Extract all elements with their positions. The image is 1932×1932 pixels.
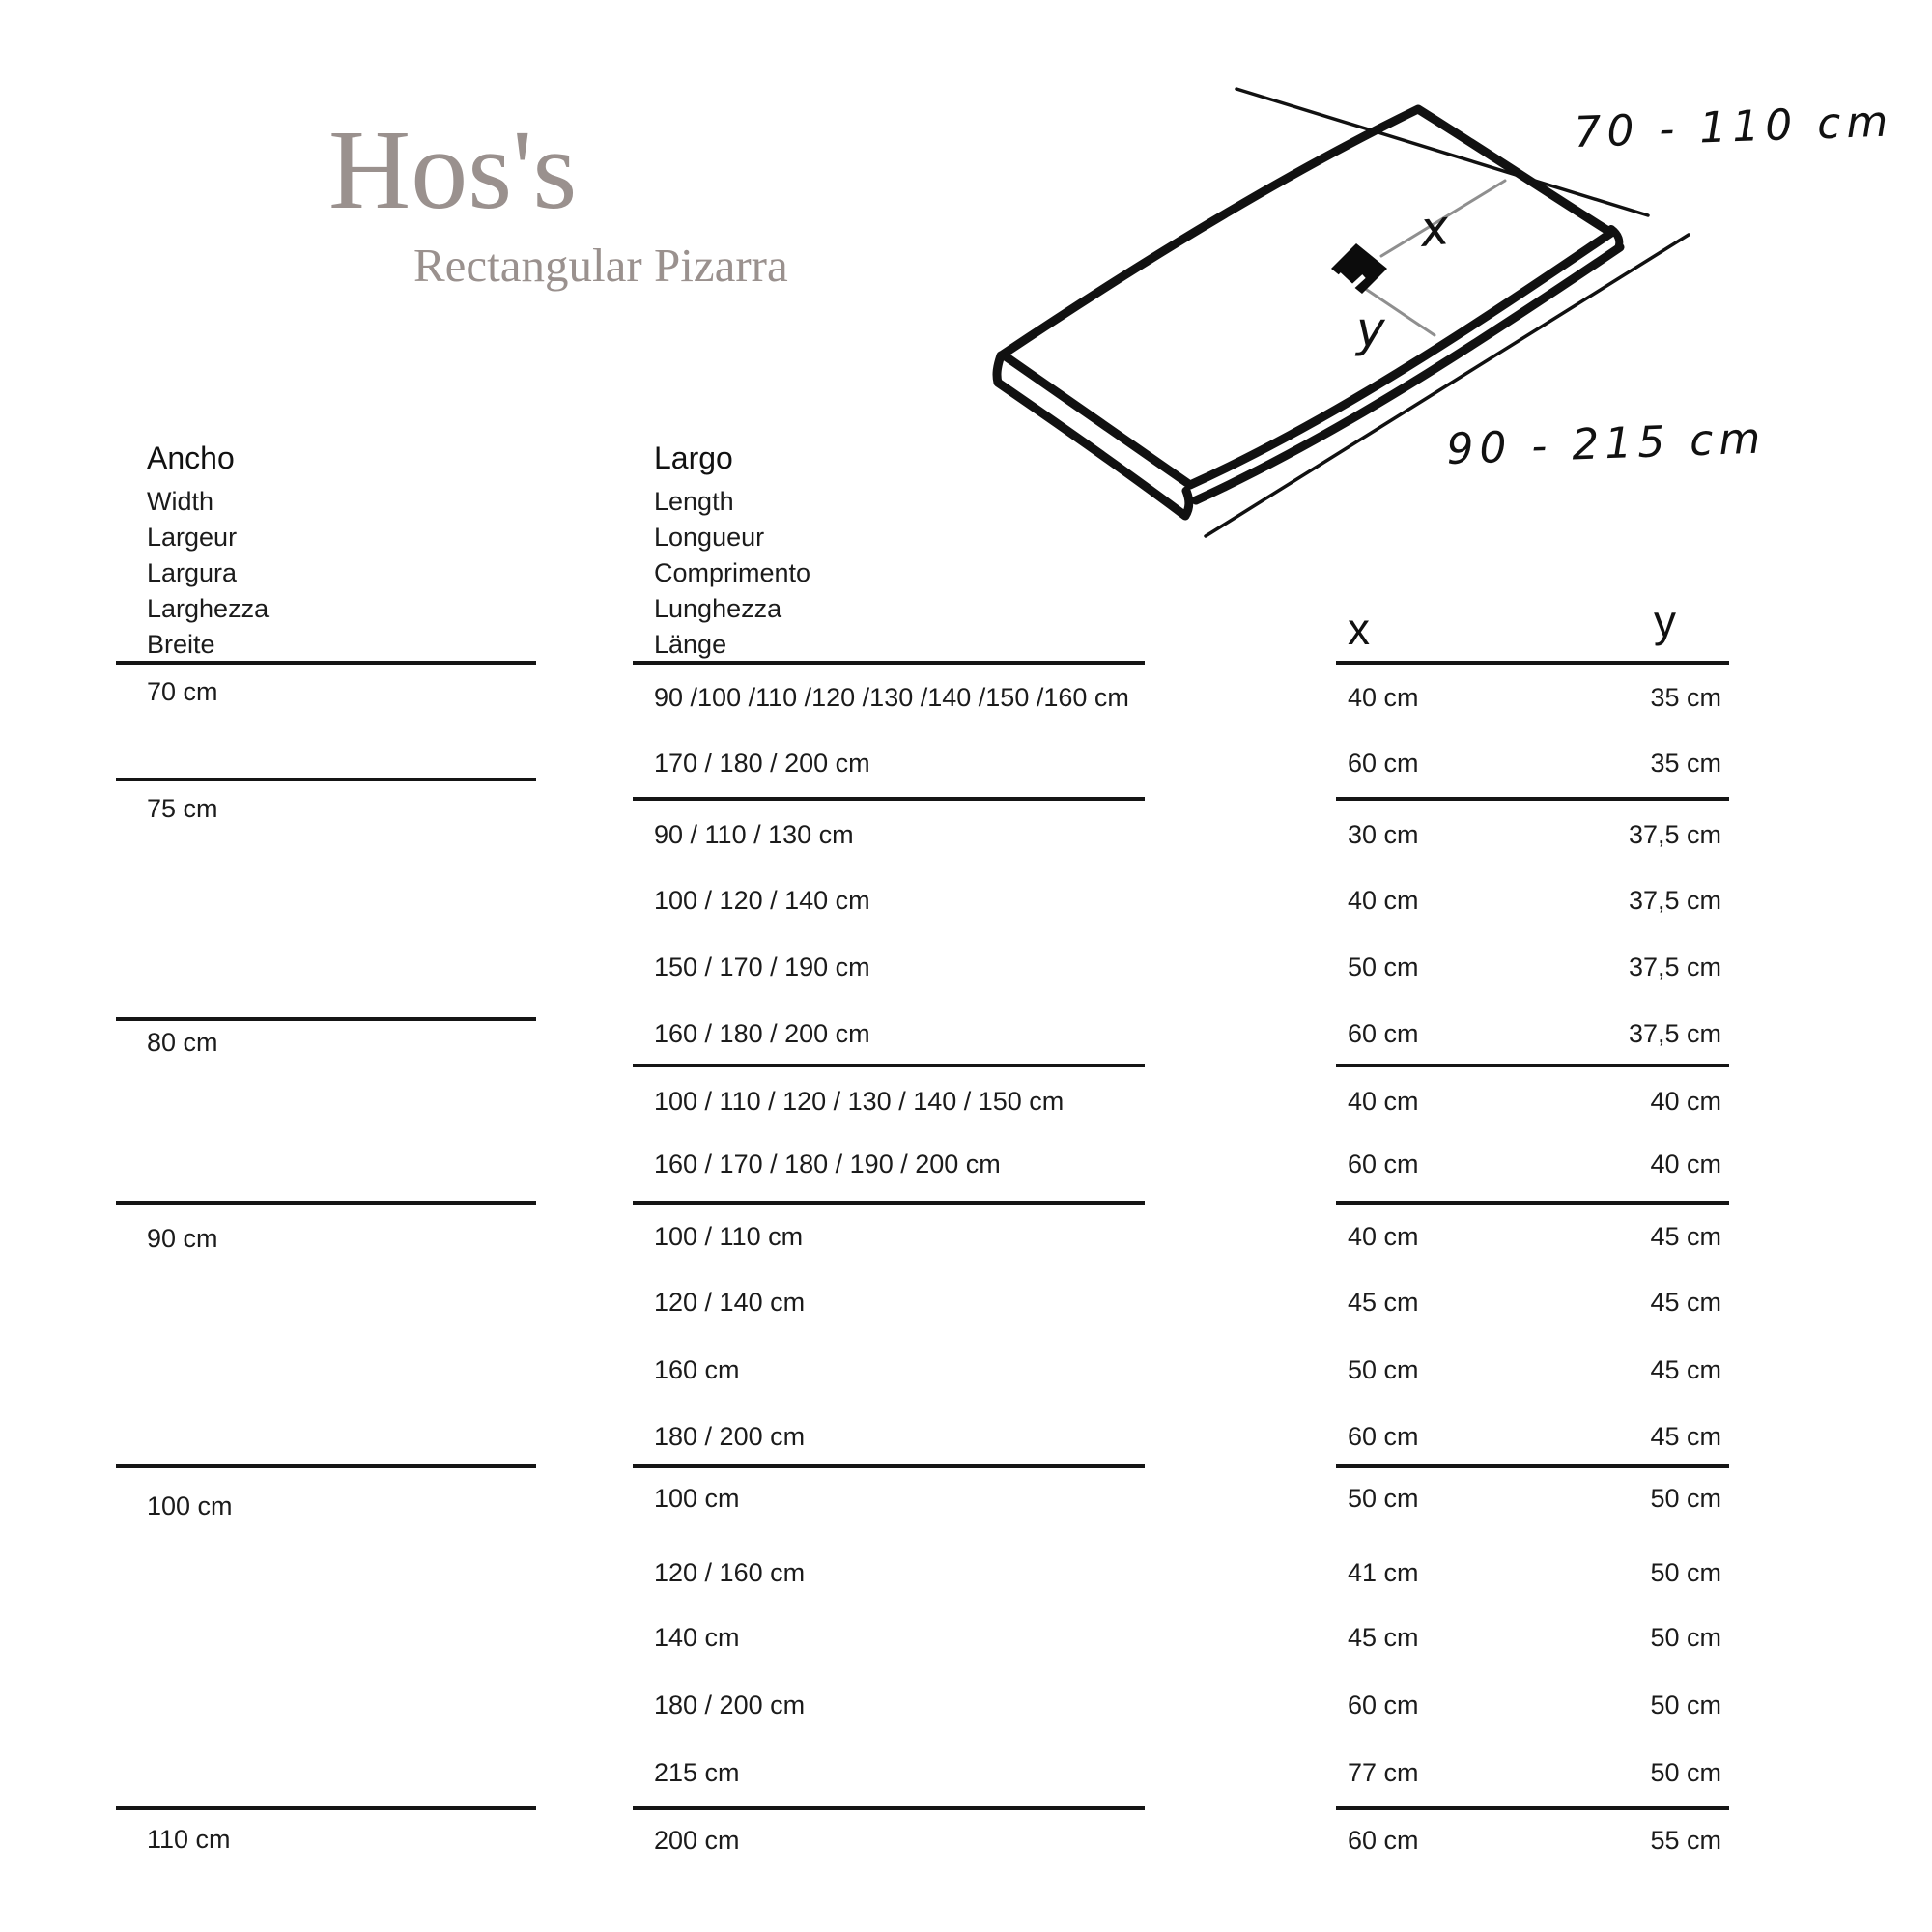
y-value: 45 cm (1650, 1355, 1721, 1384)
width-translation-it: Larghezza (147, 594, 270, 623)
length-options: 140 cm (654, 1623, 740, 1652)
width-group-divider (116, 778, 536, 781)
length-options: 100 / 120 / 140 cm (654, 886, 870, 915)
length-options: 90 / 110 / 130 cm (654, 820, 854, 849)
length-options: 100 / 110 cm (654, 1222, 804, 1251)
length-group-divider (633, 1464, 1145, 1468)
length-options: 100 cm (654, 1484, 740, 1513)
length-column-header (654, 440, 810, 663)
y-value: 50 cm (1650, 1558, 1721, 1587)
x-value: 40 cm (1348, 683, 1419, 712)
xy-x-header: x (1348, 604, 1370, 654)
width-value: 75 cm (147, 794, 218, 823)
y-value: 37,5 cm (1628, 886, 1721, 915)
y-value: 55 cm (1650, 1826, 1721, 1855)
xy-group-divider (1336, 1201, 1729, 1205)
x-value: 45 cm (1348, 1288, 1419, 1317)
y-value: 45 cm (1650, 1288, 1721, 1317)
width-value: 100 cm (147, 1492, 233, 1520)
width-translation-en: Width (147, 487, 214, 516)
length-translation-it: Lunghezza (654, 594, 782, 623)
xy-group-divider (1336, 1806, 1729, 1810)
x-value: 77 cm (1348, 1758, 1419, 1787)
width-translation-fr: Largeur (147, 523, 238, 552)
y-value: 37,5 cm (1628, 1019, 1721, 1048)
sketch-length-range-label: 90 - 215 cm (1445, 413, 1768, 474)
length-options: 120 / 140 cm (654, 1288, 806, 1317)
length-options: 170 / 180 / 200 cm (654, 749, 870, 778)
y-value: 37,5 cm (1628, 952, 1721, 981)
length-translation-fr: Longueur (654, 523, 765, 552)
brand-title: Hos's (328, 106, 578, 233)
x-value: 60 cm (1348, 1826, 1419, 1855)
length-group-divider (633, 661, 1145, 665)
x-value: 40 cm (1348, 1087, 1419, 1116)
width-group-divider (116, 1201, 536, 1205)
xy-group-divider (1336, 797, 1729, 801)
x-value: 60 cm (1348, 1690, 1419, 1719)
width-translation-de: Breite (147, 630, 215, 659)
width-value: 80 cm (147, 1028, 218, 1057)
width-group-divider (116, 661, 536, 665)
xy-group-divider (1336, 661, 1729, 665)
length-group-divider (633, 797, 1145, 801)
y-value: 50 cm (1650, 1484, 1721, 1513)
width-value: 70 cm (147, 677, 218, 706)
length-options: 160 cm (654, 1355, 740, 1384)
y-value: 50 cm (1650, 1623, 1721, 1652)
length-options: 180 / 200 cm (654, 1422, 806, 1451)
length-group-divider (633, 1201, 1145, 1205)
length-translation-de: Länge (654, 630, 727, 659)
product-subtitle: Rectangular Pizarra (413, 239, 788, 292)
length-options: 100 / 110 / 120 / 130 / 140 / 150 cm (654, 1087, 1065, 1116)
length-translation-en: Length (654, 487, 734, 516)
sketch-y-label: y (1356, 301, 1385, 357)
length-translation-pt: Comprimento (654, 558, 811, 587)
y-value: 40 cm (1650, 1150, 1721, 1179)
length-column-title: Largo (654, 440, 733, 475)
length-group-divider (633, 1064, 1145, 1067)
y-value: 35 cm (1650, 749, 1721, 778)
x-value: 30 cm (1348, 820, 1419, 849)
y-value: 37,5 cm (1628, 820, 1721, 849)
sketch-width-range-label: 70 - 110 cm (1573, 97, 1895, 157)
x-value: 60 cm (1348, 749, 1419, 778)
width-value: 110 cm (147, 1825, 231, 1854)
y-value: 40 cm (1650, 1087, 1721, 1116)
x-value: 60 cm (1348, 1150, 1419, 1179)
x-value: 60 cm (1348, 1019, 1419, 1048)
x-value: 40 cm (1348, 886, 1419, 915)
xy-group-divider (1336, 1064, 1729, 1067)
length-options: 150 / 170 / 190 cm (654, 952, 870, 981)
x-value: 50 cm (1348, 1355, 1419, 1384)
length-options: 160 / 180 / 200 cm (654, 1019, 870, 1048)
y-value: 35 cm (1650, 683, 1721, 712)
sketch-x-label: x (1417, 199, 1452, 258)
width-value: 90 cm (147, 1224, 218, 1253)
width-group-divider (116, 1017, 536, 1021)
product-sketch (947, 48, 1913, 589)
x-value: 45 cm (1348, 1623, 1419, 1652)
y-value: 50 cm (1650, 1758, 1721, 1787)
length-options: 215 cm (654, 1758, 740, 1787)
x-value: 41 cm (1348, 1558, 1419, 1587)
length-options: 160 / 170 / 180 / 190 / 200 cm (654, 1150, 1001, 1179)
xy-y-header: y (1654, 596, 1676, 646)
tray-corner-foot (1611, 229, 1619, 248)
x-value: 60 cm (1348, 1422, 1419, 1451)
length-options: 200 cm (654, 1826, 740, 1855)
xy-group-divider (1336, 1464, 1729, 1468)
x-value: 50 cm (1348, 1484, 1419, 1513)
length-options: 180 / 200 cm (654, 1690, 806, 1719)
x-value: 40 cm (1348, 1222, 1419, 1251)
x-value: 50 cm (1348, 952, 1419, 981)
y-value: 45 cm (1650, 1222, 1721, 1251)
width-translation-pt: Largura (147, 558, 238, 587)
width-column-title: Ancho (147, 440, 235, 475)
y-value: 45 cm (1650, 1422, 1721, 1451)
length-group-divider (633, 1806, 1145, 1810)
length-options: 90 /100 /110 /120 /130 /140 /150 /160 cm (654, 683, 1129, 712)
width-group-divider (116, 1464, 536, 1468)
width-column-header (147, 440, 269, 663)
y-value: 50 cm (1650, 1690, 1721, 1719)
width-group-divider (116, 1806, 536, 1810)
length-options: 120 / 160 cm (654, 1558, 806, 1587)
